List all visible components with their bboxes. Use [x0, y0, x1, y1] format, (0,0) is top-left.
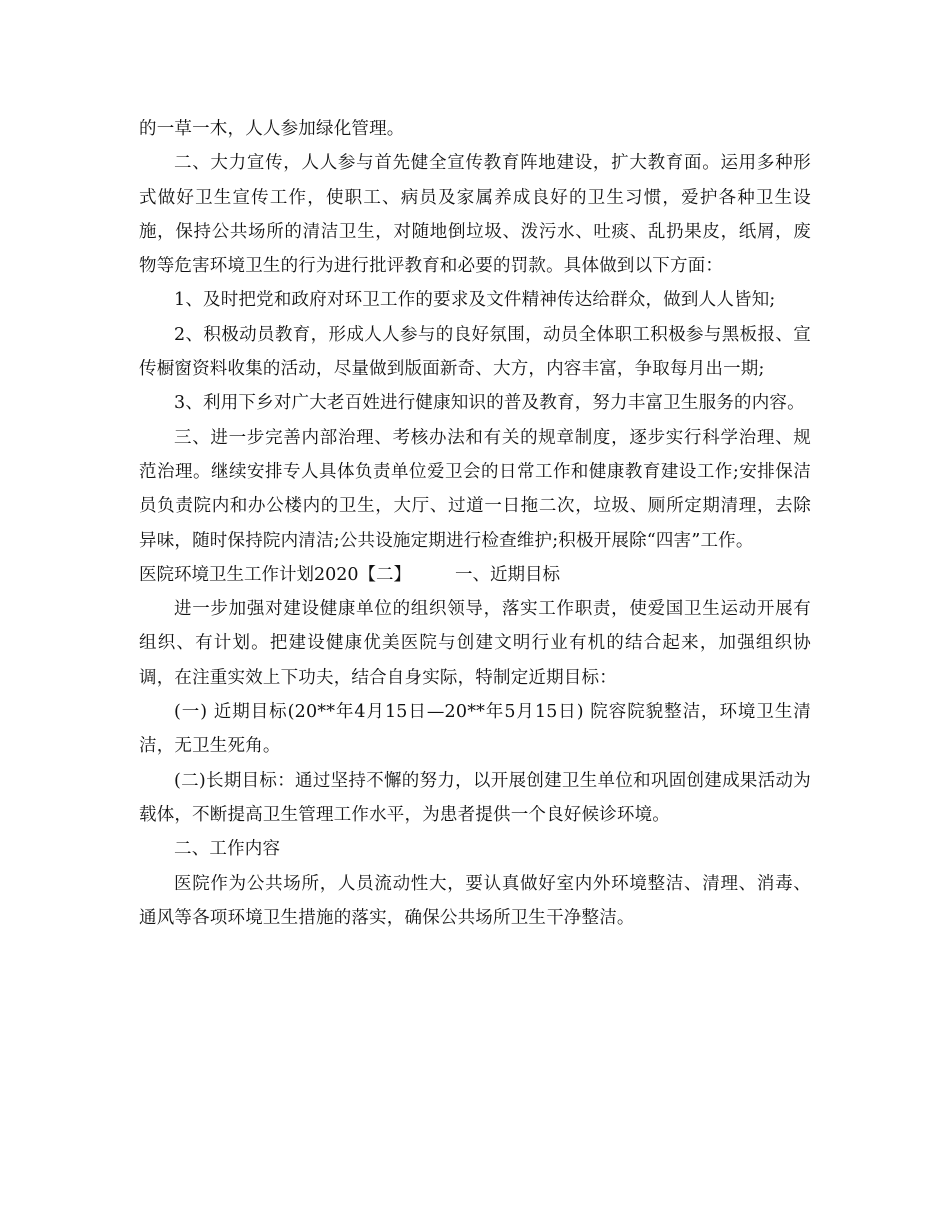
section-heading: [139, 558, 811, 592]
paragraph-goals-intro: 进一步加强对建设健康单位的组织领导，落实工作职责，使爱国卫生运动开展有组织、有计划。把建设健康优美医院与创建文明行业有机的结合起来，加强组织协调，在注重实效上下功夫，结合自身实际，特制定近期目标：: [139, 599, 811, 688]
section-subtitle: 一、近期目标: [455, 564, 561, 585]
paragraph-long-term-goal: (二)长期目标：通过坚持不懈的努力，以开展创建卫生单位和巩固创建成果活动为载体，不断提高卫生管理工作水平，为患者提供一个良好候诊环境。: [139, 770, 811, 825]
paragraph-continuation: 的一草一木，人人参加绿化管理。: [139, 119, 405, 139]
document-body: [139, 112, 811, 935]
section-title: 医院环境卫生工作计划2020【二】: [139, 564, 412, 585]
paragraph-item-2: 2、积极动员教育，形成人人参与的良好氛围，动员全体职工积极参与黑板报、宣传橱窗资料收集的活动，尽量做到版面新奇、大方，内容丰富，争取每月出一期;: [139, 324, 811, 380]
subheading-work-content: 二、工作内容: [174, 839, 281, 860]
paragraph-short-term-goal: (一) 近期目标(20**年4月15日—20**年5月15日) 院容院貌整洁，环境卫生清洁，无卫生死角。: [139, 702, 811, 757]
paragraph-work-content: 医院作为公共场所，人员流动性大，要认真做好室内外环境整洁、清理、消毒、通风等各项环境卫生措施的落实，确保公共场所卫生干净整洁。: [139, 873, 811, 928]
paragraph-item-3: 3、利用下乡对广大老百姓进行健康知识的普及教育，努力丰富卫生服务的内容。: [174, 393, 805, 414]
paragraph-item-1: 1、及时把党和政府对环卫工作的要求及文件精神传达给群众，做到人人皆知;: [174, 290, 776, 311]
paragraph-publicity: 二、大力宣传，人人参与首先健全宣传教育阵地建设，扩大教育面。运用多种形式做好卫生宣传工作，使职工、病员及家属养成良好的卫生习惯，爱护各种卫生设施，保持公共场所的清洁卫生，对随地倒垃圾、泼污水、吐痰、乱扔果皮，纸屑，废物等危害环境卫生的行为进行批评教育和必要的罚款。具体做到以下方面：: [139, 153, 811, 277]
paragraph-management: 三、进一步完善内部治理、考核办法和有关的规章制度，逐步实行科学治理、规范治理。继续安排专人具体负责单位爱卫会的日常工作和健康教育建设工作;安排保洁员负责院内和办公楼内的卫生，大厅、过道一日拖二次，垃圾、厕所定期清理，去除异味，随时保持院内清洁;公共设施定期进行检查维护;积极开展除“四害”工作。: [139, 427, 811, 551]
